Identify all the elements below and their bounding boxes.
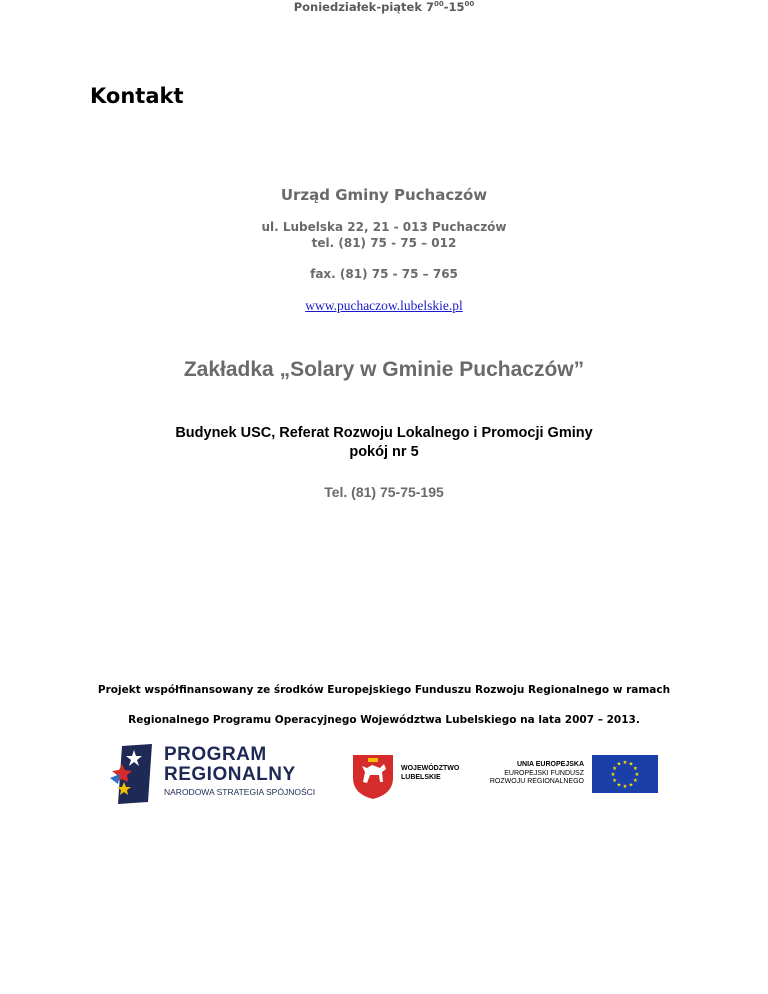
project-note-line-2: Regionalnego Programu Operacyjnego Województwa Lubelskiego na lata 2007 – 2013. — [128, 714, 640, 726]
lubelskie-shield-icon — [350, 752, 396, 800]
svg-text:★: ★ — [634, 772, 640, 778]
wojewodztwo-logo-line-1: WOJEWÓDZTWO — [401, 765, 460, 772]
svg-text:★: ★ — [632, 778, 638, 784]
program-logo-line-3: NARODOWA STRATEGIA SPÓJNOŚCI — [164, 787, 316, 797]
website-link[interactable]: www.puchaczow.lubelskie.pl — [305, 298, 463, 313]
svg-text:★: ★ — [622, 784, 628, 790]
program-logo-line-2: REGIONALNY — [164, 764, 296, 785]
building-room: pokój nr 5 — [349, 444, 419, 460]
svg-text:★: ★ — [612, 778, 618, 784]
svg-text:★: ★ — [628, 761, 634, 768]
svg-text:★: ★ — [628, 782, 634, 789]
office-name: Urząd Gminy Puchaczów — [280, 186, 488, 204]
building-line-1: Budynek USC, Referat Rozwoju Lokalnego i Promocji Gminy — [175, 425, 593, 441]
wojewodztwo-lubelskie-logo — [350, 752, 470, 800]
svg-text:★: ★ — [632, 766, 638, 772]
office-phone: tel. (81) 75 - 75 – 012 — [311, 236, 457, 250]
eu-logo-line-1: UNIA EUROPEJSKA — [516, 761, 584, 768]
program-regionalny-emblem-icon — [108, 744, 160, 804]
svg-text:★: ★ — [612, 766, 618, 772]
svg-text:★: ★ — [616, 782, 622, 789]
svg-text:★: ★ — [610, 772, 616, 778]
wojewodztwo-logo-line-2: LUBELSKIE — [401, 774, 441, 781]
tab-heading: Zakładka „Solary w Gminie Puchaczów” — [183, 358, 585, 381]
building-phone: Tel. (81) 75-75-195 — [324, 484, 444, 500]
eu-flag-icon — [592, 755, 658, 793]
svg-text:★: ★ — [616, 761, 622, 768]
project-note-line-1: Projekt współfinansowany ze środków Europejskiego Funduszu Rozwoju Regionalnego w ramach — [97, 684, 671, 696]
program-regionalny-logo — [108, 744, 328, 804]
svg-text:★: ★ — [622, 760, 628, 766]
office-hours: Poniedziałek-piątek $7^{00}-15^{00}$ — [293, 0, 475, 14]
page-heading: Kontakt — [90, 84, 184, 108]
office-fax: fax. (81) 75 - 75 – 765 — [310, 267, 458, 281]
office-address: ul. Lubelska 22, 21 - 013 Puchaczów — [261, 220, 507, 234]
eu-logo-line-2: EUROPEJSKI FUNDUSZ — [504, 770, 584, 777]
website-line — [0, 298, 768, 314]
eu-logo-line-3: ROZWOJU REGIONALNEGO — [489, 778, 584, 785]
eu-logo — [490, 755, 660, 795]
program-logo-line-1: PROGRAM — [164, 744, 267, 765]
